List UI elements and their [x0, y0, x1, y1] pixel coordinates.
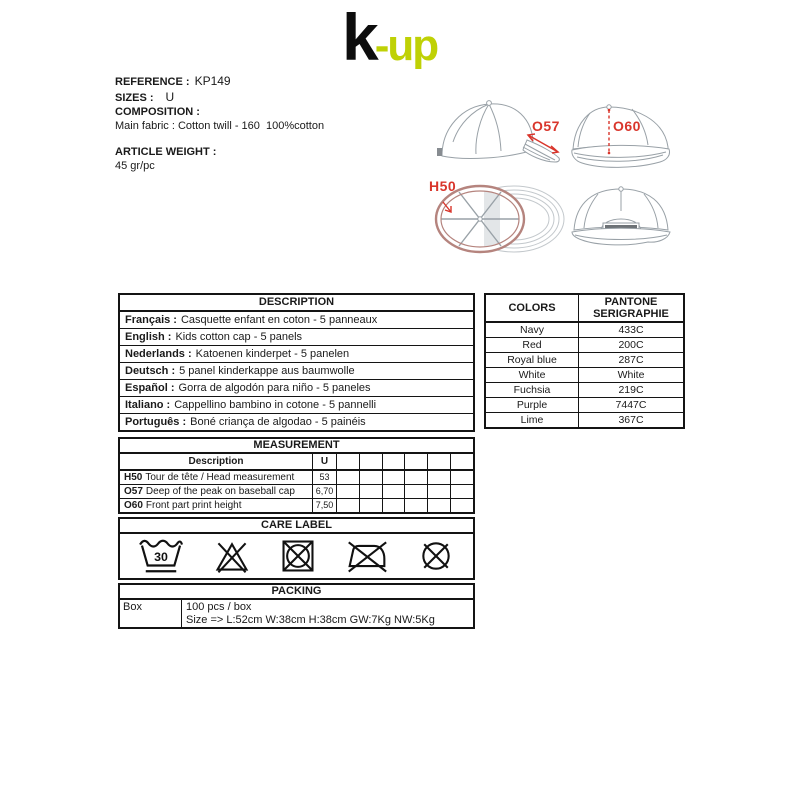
measurement-empty-cell: [404, 454, 427, 469]
packing-info: [182, 600, 473, 627]
packing-line1: 100 pcs / box: [186, 601, 252, 613]
description-row-pt: [120, 414, 473, 430]
color-name: Fuchsia: [513, 384, 551, 396]
article-weight-label: ARTICLE WEIGHT :: [115, 146, 217, 158]
measurement-empty-cell: [359, 499, 382, 512]
measurement-code: O57: [124, 486, 143, 497]
measurement-table: [118, 437, 475, 514]
measurement-empty-cell: [336, 499, 359, 512]
wash-30-icon: [138, 536, 184, 576]
do-not-iron-icon: [346, 536, 388, 576]
colors-header: [486, 295, 683, 323]
description-text: Gorra de algodón para niño - 5 paneles: [178, 382, 371, 394]
color-pantone: 219C: [578, 383, 683, 397]
front-view-cap-drawing: [570, 103, 672, 169]
measurement-empty-cell: [336, 454, 359, 469]
do-not-dry-clean-icon: [417, 536, 455, 576]
measurement-title: MEASUREMENT: [120, 439, 473, 454]
measurement-empty-cell: [404, 485, 427, 498]
pantone-header-line1: PANTONE: [604, 296, 658, 308]
measurement-row-o57: [120, 485, 473, 499]
measurement-empty-cell: [359, 485, 382, 498]
description-title: DESCRIPTION: [120, 295, 473, 312]
description-text: 5 panel kinderkappe aus baumwolle: [179, 365, 355, 377]
composition-value: Main fabric : Cotton twill - 160 100%cotton: [115, 120, 325, 132]
packing-box-label: Box: [120, 600, 182, 627]
logo-k-letter: k: [342, 0, 375, 74]
measurement-empty-cell: [336, 485, 359, 498]
article-weight-value-line: [115, 160, 155, 172]
pantone-header-title: [578, 295, 683, 321]
description-text: Cappellino bambino in cotone - 5 pannelli: [174, 399, 377, 411]
measurement-value: 6,70: [312, 485, 336, 498]
description-row-es: [120, 380, 473, 397]
measurement-empty-cell: [382, 485, 405, 498]
description-table: [118, 293, 475, 432]
brand-logo: [342, 0, 438, 74]
packing-line2: Size => L:52cm W:38cm H:38cm GW:7Kg NW:5Kg: [186, 614, 435, 626]
measurement-desc: [120, 499, 312, 512]
article-weight-label-line: [115, 146, 216, 158]
measurement-row-h50: [120, 471, 473, 485]
care-symbols-row: [120, 534, 473, 578]
color-name: White: [518, 369, 546, 381]
sizes-value: U: [165, 90, 175, 104]
measurement-empty-cell: [336, 471, 359, 484]
reference-line: [115, 74, 231, 88]
measurement-empty-cell: [427, 499, 450, 512]
logo-up-letters: -up: [374, 21, 438, 70]
measurement-value: 53: [312, 471, 336, 484]
packing-title: PACKING: [120, 585, 473, 600]
measurement-empty-cell: [404, 499, 427, 512]
description-row-fr: [120, 312, 473, 329]
description-text: Kids cotton cap - 5 panels: [175, 331, 303, 343]
dim-label-o57: O57: [532, 118, 560, 134]
measurement-empty-cell: [450, 499, 473, 512]
measurement-empty-cell: [450, 454, 473, 469]
description-row-en: [120, 329, 473, 346]
colors-table: [484, 293, 685, 429]
color-name: Lime: [520, 414, 544, 426]
measurement-empty-cell: [427, 454, 450, 469]
measurement-empty-cell: [359, 454, 382, 469]
measurement-desc: [120, 485, 312, 498]
colors-header-title: COLORS: [508, 302, 556, 314]
measurement-size-header: U: [312, 454, 336, 469]
color-name: Royal blue: [507, 354, 557, 366]
composition-label: COMPOSITION :: [115, 106, 200, 118]
description-lang: Nederlands :: [125, 348, 192, 360]
color-row-purple: [486, 398, 683, 413]
dim-label-o60: O60: [613, 118, 641, 134]
color-row-red: [486, 338, 683, 353]
description-row-de: [120, 363, 473, 380]
color-name: Navy: [520, 324, 544, 336]
care-label-title: CARE LABEL: [120, 519, 473, 534]
measurement-empty-cell: [359, 471, 382, 484]
measurement-header-row: [120, 454, 473, 471]
measurement-empty-cell: [427, 485, 450, 498]
reference-value: KP149: [194, 74, 231, 88]
composition-value-line: [115, 120, 324, 132]
measurement-empty-cell: [404, 471, 427, 484]
dim-label-h50: H50: [429, 178, 457, 194]
measurement-code: H50: [124, 472, 143, 483]
composition-label-line: [115, 106, 200, 118]
pantone-header-line2: SERIGRAPHIE: [593, 308, 669, 320]
do-not-bleach-icon: [213, 536, 251, 576]
measurement-value: 7,50: [312, 499, 336, 512]
measurement-row-o60: [120, 499, 473, 512]
measurement-empty-cell: [382, 499, 405, 512]
color-row-navy: [486, 323, 683, 338]
color-row-fuchsia: [486, 383, 683, 398]
description-lang: Deutsch :: [125, 365, 176, 377]
description-row-nl: [120, 346, 473, 363]
color-row-lime: [486, 413, 683, 427]
color-pantone: 287C: [578, 353, 683, 367]
measurement-empty-cell: [450, 485, 473, 498]
care-label-table: [118, 517, 475, 580]
sizes-label: SIZES :: [115, 92, 154, 104]
measurement-empty-cell: [450, 471, 473, 484]
packing-table: [118, 583, 475, 629]
measurement-desc-header: Description: [188, 456, 244, 467]
measurement-text: Front part print height: [145, 500, 242, 511]
measurement-code: O60: [124, 500, 143, 511]
wash-temp-value: 30: [154, 549, 169, 564]
description-lang: English :: [125, 331, 172, 343]
color-row-royal-blue: [486, 353, 683, 368]
color-pantone: 367C: [578, 413, 683, 427]
article-weight-value: 45 gr/pc: [115, 160, 155, 172]
packing-row: [120, 600, 473, 627]
description-text: Boné criança de algodao - 5 painéis: [190, 416, 366, 428]
color-pantone: 7447C: [578, 398, 683, 412]
back-view-cap-drawing: [570, 184, 672, 254]
side-view-cap-drawing: [432, 96, 564, 172]
reference-label: REFERENCE :: [115, 76, 190, 88]
description-row-it: [120, 397, 473, 414]
measurement-empty-cell: [382, 471, 405, 484]
color-row-white: [486, 368, 683, 383]
measurement-desc: [120, 471, 312, 484]
description-lang: Italiano :: [125, 399, 171, 411]
color-name: Purple: [516, 399, 548, 411]
description-lang: Português :: [125, 416, 187, 428]
description-text: Katoenen kinderpet - 5 panelen: [195, 348, 350, 360]
color-pantone: White: [578, 368, 683, 382]
color-pantone: 433C: [578, 323, 683, 337]
measurement-empty-cell: [427, 471, 450, 484]
measurement-empty-cell: [382, 454, 405, 469]
color-pantone: 200C: [578, 338, 683, 352]
sizes-line: [115, 90, 174, 104]
measurement-text: Tour de tête / Head measurement: [145, 472, 295, 483]
description-text: Casquette enfant en coton - 5 panneaux: [180, 314, 378, 326]
description-lang: Español :: [125, 382, 175, 394]
do-not-tumble-dry-icon: [279, 536, 317, 576]
description-lang: Français :: [125, 314, 177, 326]
color-name: Red: [522, 339, 542, 351]
measurement-text: Deep of the peak on baseball cap: [145, 486, 295, 497]
